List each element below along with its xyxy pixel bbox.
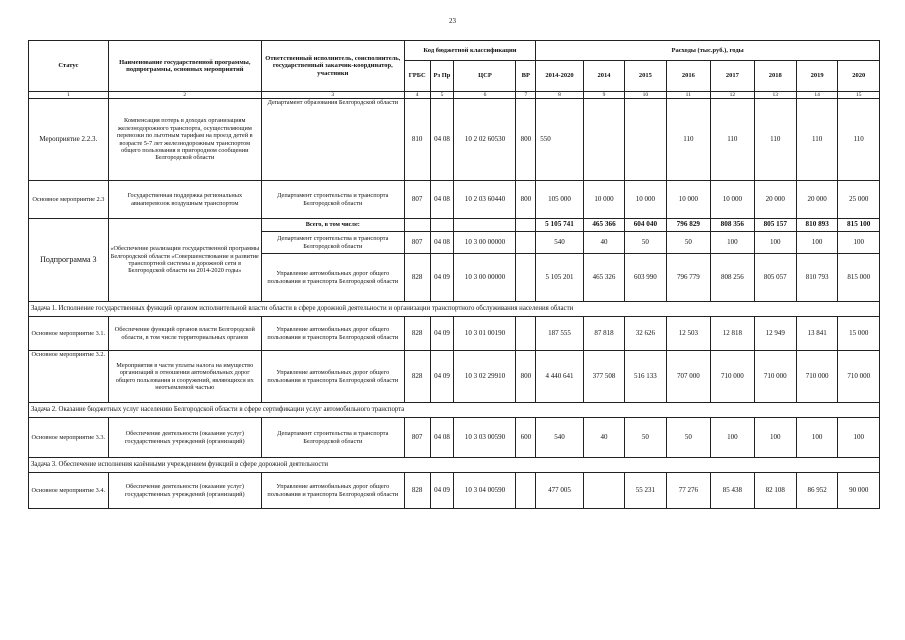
responsible-cell: Управление автомобильных дорог общего пользования и транспорта Белгородской области bbox=[261, 254, 404, 302]
header-responsible: Ответственный исполнитель, соисполнитель, государственный заказчик-координатор, участники bbox=[261, 41, 404, 92]
column-number: 7 bbox=[516, 92, 536, 99]
value-cell: 110 bbox=[711, 99, 754, 181]
value-cell: 12 818 bbox=[711, 317, 754, 351]
value-cell: 50 bbox=[625, 418, 666, 458]
responsible-cell: Управление автомобильных дорог общего пользования и транспорта Белгородской области bbox=[261, 351, 404, 403]
table-row bbox=[29, 473, 880, 509]
value-cell: 100 bbox=[838, 418, 880, 458]
value-cell: 86 952 bbox=[796, 473, 837, 509]
rzpr-cell: 04 09 bbox=[430, 254, 454, 302]
status-cell: Основное мероприятие 2.3 bbox=[29, 181, 109, 219]
task-heading: Задача 1. Исполнение государственных функций органом исполнительной власти области в сфере дорожной деятельности и организации транспортного обслуживания населения области bbox=[29, 302, 880, 317]
value-cell: 87 818 bbox=[583, 317, 624, 351]
csr-cell: 10 3 03 00590 bbox=[454, 418, 516, 458]
value-cell: 10 000 bbox=[666, 181, 711, 219]
grbs-cell: 807 bbox=[404, 181, 430, 219]
grbs-cell: 828 bbox=[404, 473, 430, 509]
value-cell bbox=[625, 99, 666, 181]
rzpr-cell: 04 09 bbox=[430, 351, 454, 403]
value-cell bbox=[583, 473, 624, 509]
value-cell: 40 bbox=[583, 232, 624, 254]
value-cell: 516 133 bbox=[625, 351, 666, 403]
responsible-cell: Департамент образования Белгородской области bbox=[261, 99, 404, 181]
value-cell: 10 000 bbox=[583, 181, 624, 219]
vr-cell bbox=[516, 473, 536, 509]
csr-cell: 10 3 01 00190 bbox=[454, 317, 516, 351]
rzpr-cell: 04 09 bbox=[430, 317, 454, 351]
value-cell: 796 779 bbox=[666, 254, 711, 302]
responsible-cell: Департамент строительства и транспорта Белгородской области bbox=[261, 418, 404, 458]
value-cell: 100 bbox=[711, 232, 754, 254]
csr-cell: 10 3 00 00000 bbox=[454, 232, 516, 254]
column-number: 14 bbox=[796, 92, 837, 99]
column-number: 9 bbox=[583, 92, 624, 99]
page-number: 23 bbox=[449, 17, 456, 25]
grbs-cell: 828 bbox=[404, 254, 430, 302]
rzpr-cell: 04 09 bbox=[430, 473, 454, 509]
value-cell: 540 bbox=[536, 418, 584, 458]
value-cell: 10 000 bbox=[625, 181, 666, 219]
column-number: 10 bbox=[625, 92, 666, 99]
vr-cell: 800 bbox=[516, 99, 536, 181]
column-number: 8 bbox=[536, 92, 584, 99]
value-cell: 110 bbox=[838, 99, 880, 181]
value-cell: 82 108 bbox=[754, 473, 796, 509]
task-heading: Задача 2. Оказание бюджетных услуг населению Белгородской области в сфере сертификации услуг автомобильного транспорта bbox=[29, 403, 880, 418]
header-year: 2017 bbox=[711, 61, 754, 92]
value-cell: 105 000 bbox=[536, 181, 584, 219]
vr-cell: 600 bbox=[516, 418, 536, 458]
csr-cell: 10 2 03 60440 bbox=[454, 181, 516, 219]
value-cell: 100 bbox=[711, 418, 754, 458]
value-cell: 50 bbox=[666, 418, 711, 458]
value-cell: 90 000 bbox=[838, 473, 880, 509]
csr-cell: 10 3 02 29910 bbox=[454, 351, 516, 403]
csr-cell: 10 3 04 00590 bbox=[454, 473, 516, 509]
total-value-cell: 805 157 bbox=[754, 219, 796, 232]
column-number: 12 bbox=[711, 92, 754, 99]
header-budget-code: Код бюджетной классификации bbox=[404, 41, 535, 61]
value-cell: 10 000 bbox=[711, 181, 754, 219]
name-cell: Обеспечение функций органов власти Белгородской области, в том числе территориальных органов bbox=[108, 317, 261, 351]
value-cell: 50 bbox=[625, 232, 666, 254]
name-cell: Государственная поддержка региональных авиаперевозок воздушным транспортом bbox=[108, 181, 261, 219]
task-row bbox=[29, 302, 880, 317]
total-value-cell: 815 100 bbox=[838, 219, 880, 232]
total-value-cell: 808 356 bbox=[711, 219, 754, 232]
value-cell: 465 326 bbox=[583, 254, 624, 302]
header-year: 2014 bbox=[583, 61, 624, 92]
vr-cell: 800 bbox=[516, 181, 536, 219]
value-cell: 77 276 bbox=[666, 473, 711, 509]
value-cell: 32 626 bbox=[625, 317, 666, 351]
header-csr: ЦСР bbox=[454, 61, 516, 92]
value-cell: 100 bbox=[838, 232, 880, 254]
status-cell: Основное мероприятие 3.4. bbox=[29, 473, 109, 509]
grbs-cell: 828 bbox=[404, 317, 430, 351]
table-row bbox=[29, 181, 880, 219]
header-grbs: ГРБС bbox=[404, 61, 430, 92]
column-number: 2 bbox=[108, 92, 261, 99]
status-cell: Основное мероприятие 3.1. bbox=[29, 317, 109, 351]
header-vr: ВР bbox=[516, 61, 536, 92]
header-year: 2015 bbox=[625, 61, 666, 92]
grbs-cell: 807 bbox=[404, 418, 430, 458]
table-row bbox=[29, 351, 880, 403]
table-row bbox=[29, 219, 880, 232]
value-cell: 707 000 bbox=[666, 351, 711, 403]
responsible-cell: Департамент строительства и транспорта Белгородской области bbox=[261, 232, 404, 254]
grbs-cell: 828 bbox=[404, 351, 430, 403]
csr-cell: 10 2 02 60530 bbox=[454, 99, 516, 181]
total-value-cell: 5 105 741 bbox=[536, 219, 584, 232]
value-cell: 100 bbox=[754, 418, 796, 458]
header-year: 2014-2020 bbox=[536, 61, 584, 92]
header-year: 2020 bbox=[838, 61, 880, 92]
status-cell: Основное мероприятие 3.3. bbox=[29, 418, 109, 458]
value-cell: 12 949 bbox=[754, 317, 796, 351]
value-cell bbox=[583, 99, 624, 181]
value-cell: 100 bbox=[796, 232, 837, 254]
value-cell: 810 793 bbox=[796, 254, 837, 302]
grbs-cell: 807 bbox=[404, 232, 430, 254]
table-row bbox=[29, 317, 880, 351]
rzpr-cell: 04 08 bbox=[430, 181, 454, 219]
vr-cell: 800 bbox=[516, 351, 536, 403]
value-cell: 710 000 bbox=[838, 351, 880, 403]
value-cell: 187 555 bbox=[536, 317, 584, 351]
column-number: 4 bbox=[404, 92, 430, 99]
value-cell: 40 bbox=[583, 418, 624, 458]
total-value-cell: 796 829 bbox=[666, 219, 711, 232]
value-cell: 15 000 bbox=[838, 317, 880, 351]
total-value-cell: 810 893 bbox=[796, 219, 837, 232]
column-number: 13 bbox=[754, 92, 796, 99]
name-cell: Обеспечение деятельности (оказание услуг) государственных учреждений (организаций) bbox=[108, 473, 261, 509]
header-year: 2018 bbox=[754, 61, 796, 92]
status-cell: Основное мероприятие 3.2. bbox=[29, 351, 109, 403]
value-cell: 110 bbox=[754, 99, 796, 181]
value-cell: 85 438 bbox=[711, 473, 754, 509]
value-cell: 25 000 bbox=[838, 181, 880, 219]
status-cell: Подпрограмма 3 bbox=[29, 219, 109, 302]
status-cell: Мероприятие 2.2.3. bbox=[29, 99, 109, 181]
header-year: 2019 bbox=[796, 61, 837, 92]
value-cell: 710 000 bbox=[754, 351, 796, 403]
value-cell: 55 231 bbox=[625, 473, 666, 509]
name-cell: Мероприятия в части уплаты налога на имущество организаций в отношении автомобильных дорог общего пользования и сооружений, являющихся их неотъемлемой частью bbox=[108, 351, 261, 403]
name-cell: Обеспечение деятельности (оказание услуг) государственных учреждений (организаций) bbox=[108, 418, 261, 458]
grbs-cell: 810 bbox=[404, 99, 430, 181]
column-number: 6 bbox=[454, 92, 516, 99]
table-row bbox=[29, 99, 880, 181]
value-cell: 5 105 201 bbox=[536, 254, 584, 302]
column-number: 5 bbox=[430, 92, 454, 99]
rzpr-cell: 04 08 bbox=[430, 99, 454, 181]
responsible-cell: Управление автомобильных дорог общего пользования и транспорта Белгородской области bbox=[261, 473, 404, 509]
header-program-name: Наименование государственной программы, подпрограммы, основных мероприятий bbox=[108, 41, 261, 92]
task-row bbox=[29, 458, 880, 473]
rzpr-cell: 04 08 bbox=[430, 418, 454, 458]
header-expenses: Расходы (тыс.руб.), годы bbox=[536, 41, 880, 61]
value-cell: 20 000 bbox=[754, 181, 796, 219]
value-cell: 50 bbox=[666, 232, 711, 254]
value-cell: 13 841 bbox=[796, 317, 837, 351]
total-label: Всего, в том числе: bbox=[261, 219, 404, 232]
value-cell: 808 256 bbox=[711, 254, 754, 302]
vr-cell bbox=[516, 317, 536, 351]
value-cell: 710 000 bbox=[711, 351, 754, 403]
column-number: 1 bbox=[29, 92, 109, 99]
value-cell: 100 bbox=[796, 418, 837, 458]
value-cell: 12 503 bbox=[666, 317, 711, 351]
value-cell: 815 000 bbox=[838, 254, 880, 302]
responsible-cell: Департамент строительства и транспорта Белгородской области bbox=[261, 181, 404, 219]
value-cell: 4 440 641 bbox=[536, 351, 584, 403]
name-cell: «Обеспечение реализации государственной программы Белгородской области «Совершенствование и развитие транспортной системы и дорожной сети в Белгородской области на 2014-2020 годы» bbox=[108, 219, 261, 302]
value-cell: 110 bbox=[796, 99, 837, 181]
value-cell: 20 000 bbox=[796, 181, 837, 219]
budget-table bbox=[28, 40, 880, 509]
value-cell: 477 005 bbox=[536, 473, 584, 509]
responsible-cell: Управление автомобильных дорог общего пользования и транспорта Белгородской области bbox=[261, 317, 404, 351]
name-cell: Компенсация потерь в доходах организациям железнодорожного транспорта, осуществляющим перевозки по льготным тарифам на проезд детей в возрасте 5-7 лет железнодорожным транспортом общего пользования в пригородном сообщении Белгородской области bbox=[108, 99, 261, 181]
value-cell: 540 bbox=[536, 232, 584, 254]
value-cell: 377 508 bbox=[583, 351, 624, 403]
header-rzpr: Рз Пр bbox=[430, 61, 454, 92]
total-value-cell: 604 040 bbox=[625, 219, 666, 232]
task-heading: Задача 3. Обеспечение исполнения казёнными учреждением функций в сфере дорожной деятельности bbox=[29, 458, 880, 473]
column-number: 11 bbox=[666, 92, 711, 99]
csr-cell: 10 3 00 00000 bbox=[454, 254, 516, 302]
header-status: Статус bbox=[29, 41, 109, 92]
value-cell: 603 990 bbox=[625, 254, 666, 302]
header-year: 2016 bbox=[666, 61, 711, 92]
table-row bbox=[29, 418, 880, 458]
value-cell: 805 057 bbox=[754, 254, 796, 302]
value-cell: 110 bbox=[666, 99, 711, 181]
task-row bbox=[29, 403, 880, 418]
rzpr-cell: 04 08 bbox=[430, 232, 454, 254]
value-cell: 550 bbox=[536, 99, 584, 181]
value-cell: 100 bbox=[754, 232, 796, 254]
column-number: 15 bbox=[838, 92, 880, 99]
column-number: 3 bbox=[261, 92, 404, 99]
value-cell: 710 000 bbox=[796, 351, 837, 403]
total-value-cell: 465 366 bbox=[583, 219, 624, 232]
